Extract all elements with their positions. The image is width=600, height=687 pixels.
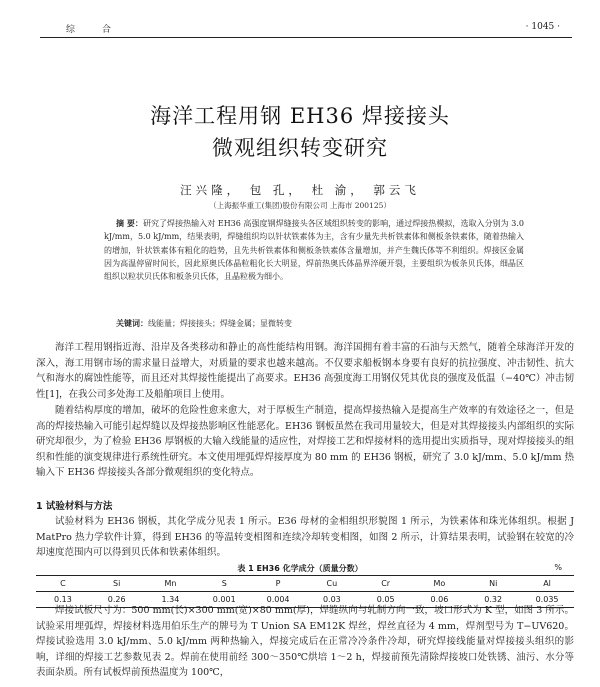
header-section: 综 合 [66, 25, 123, 35]
table-header-cell: Cu [326, 579, 338, 588]
table-header-cell: Ni [489, 579, 498, 588]
affiliation: （上海振华重工(集团)股份有限公司 上海市 200125） [209, 201, 391, 210]
title-line-2: 微观组织转变研究 [212, 136, 388, 160]
running-header [40, 22, 572, 36]
abstract [104, 217, 524, 283]
header-page-number: · 1045 · [525, 22, 560, 32]
table-cell: 0.035 [535, 595, 559, 604]
table-cell: 0.03 [322, 595, 341, 604]
body-paragraph-3: 试验材料为 EH36 钢板，其化学成分见表 1 所示。E36 母材的金相组织形貌图 1 所示，为铁素体和珠光体组织。根据 J MatPro 热力学软件计算，得到 EH36 的等温转变相图和连续冷却转变相图，如图 2 所示，计算结果表明，试验钢在较宽的冷却速度范围内可以得到贝氏体和铁素体组织。 [36, 516, 574, 559]
table-cell: 0.004 [266, 595, 290, 604]
table-header-cell: Al [543, 579, 551, 588]
title-line-1: 海洋工程用钢 EH36 焊接接头 [150, 104, 450, 128]
abstract-label: 摘 要： [116, 218, 143, 228]
table-unit: % [554, 563, 562, 572]
table-caption-text: 表 1 EH36 化学成分（质量分数） [237, 564, 363, 573]
table-header-cell: Mo [433, 579, 446, 588]
table-header-row [36, 576, 574, 592]
table-cell: 0.05 [376, 595, 395, 604]
header-rule [40, 37, 572, 38]
body-paragraph-1: 海洋工程用钢指近海、沿岸及各类移动和静止的高性能结构用钢。海洋国拥有着丰富的石油与天然气，随着全球海洋开发的深入，海工用钢市场的需求量日益增大，对质量的要求也越来越高。不仅要求船板钢本身要有良好的抗拉强度、冲击韧性、抗大气和海水的腐蚀性能等，而且还对其焊接性能提出了高要求。EH36 高强度海工用钢仅凭其优良的强度及低温（−40℃）冲击韧性[1]，在我公司多处海工及船舶项目上使用。 [36, 342, 574, 400]
abstract-text: 研究了焊接热输入对 EH36 高强度钢焊缝接头各区域组织转变的影响，通过焊接热模拟，选取入分别为 3.0 kJ/mm，5.0 kJ/mm，结果表明，焊缝组织均以针状铁素体为主，含有少量先共析铁素体和侧板条铁素体，随着热输入的增加，针状铁素体有粗化的趋势，且先共析铁素体和侧板条铁素体含量增加，并产生魏氏体等不利组织。焊接区金属因为高温停留时间长，因此原奥氏体晶粒粗化长大明显，焊前热奥氏体晶界淬硬开裂，主要组织为板条贝氏体，细晶区组织以粒状贝氏体和板条贝氏体，且晶粒极为细小。 [104, 219, 524, 282]
table-cell: 0.06 [430, 595, 449, 604]
table-cell: 0.26 [107, 595, 126, 604]
table-header-cell: Mn [164, 579, 177, 588]
table-header-cell: Cr [381, 579, 391, 588]
body-paragraph-4: 焊接试板尺寸为：500 mm(长)×300 mm(宽)×80 mm(厚)，焊缝纵向与轧制方向一致，坡口形式为 K 型，如图 3 所示。试验采用埋弧焊，焊接材料选用伯乐生产的牌号为 T Union SA EM12K 焊丝，焊丝直径为 4 mm，焊剂型号为 T−UV620。焊接试验选用 3.0 kJ/mm、5.0 kJ/mm 两种热输入，焊接完成后在正常冷冷条件冷却，研究焊接线能量对焊接接头组织的影响，详细的焊接工艺参数见表 2。焊前在使用前经 300～350℃烘培 1～2 h，焊接前预先清除焊接坡口处铁锈、油污、水分等表面杂质。所有试板焊前预热温度为 100℃， [36, 605, 574, 679]
table-cell: 1.34 [161, 595, 180, 604]
keywords-text: 线能量；焊接接头；焊缝金属；显微转变 [148, 319, 292, 328]
table-cell: 0.13 [53, 595, 72, 604]
keywords [104, 318, 524, 329]
table-header-cell: C [60, 579, 66, 588]
table-cell: 0.32 [484, 595, 503, 604]
keywords-label: 关键词： [116, 318, 148, 328]
table-caption [0, 563, 600, 574]
table-header-cell: S [221, 579, 227, 588]
section-heading: 1 试验材料与方法 [36, 501, 113, 512]
table-header-cell: P [275, 579, 281, 588]
table-cell: 0.001 [212, 595, 236, 604]
table-header-cell: Si [113, 579, 121, 588]
authors: 汪兴隆， 包 孔， 杜 渝， 郭云飞 [180, 183, 420, 197]
body-paragraph-2: 随着结构厚度的增加，破坏的危险性愈来愈大，对于厚板生产制造，提高焊接热输入是提高生产效率的有效途径之一，但是高的焊接热输入可能引起焊缝以及焊接热影响区性能恶化。EH36 钢板虽然在我司用量较大，但是对其焊接接头内部组织的实际研究却很少，为了检验 EH36 厚钢板的大输入线能量的适应性，对焊接工艺和焊接材料的选用提出实质指导，现对焊接接头的组织和性能的演变规律进行系统性研究。本文使用埋弧焊焊接厚度为 80 mm 的 EH36 钢板，研究了 3.0 kJ/mm、5.0 kJ/mm 热输入下 EH36 焊接接头各部分微观组织的变化特点。 [36, 405, 574, 479]
